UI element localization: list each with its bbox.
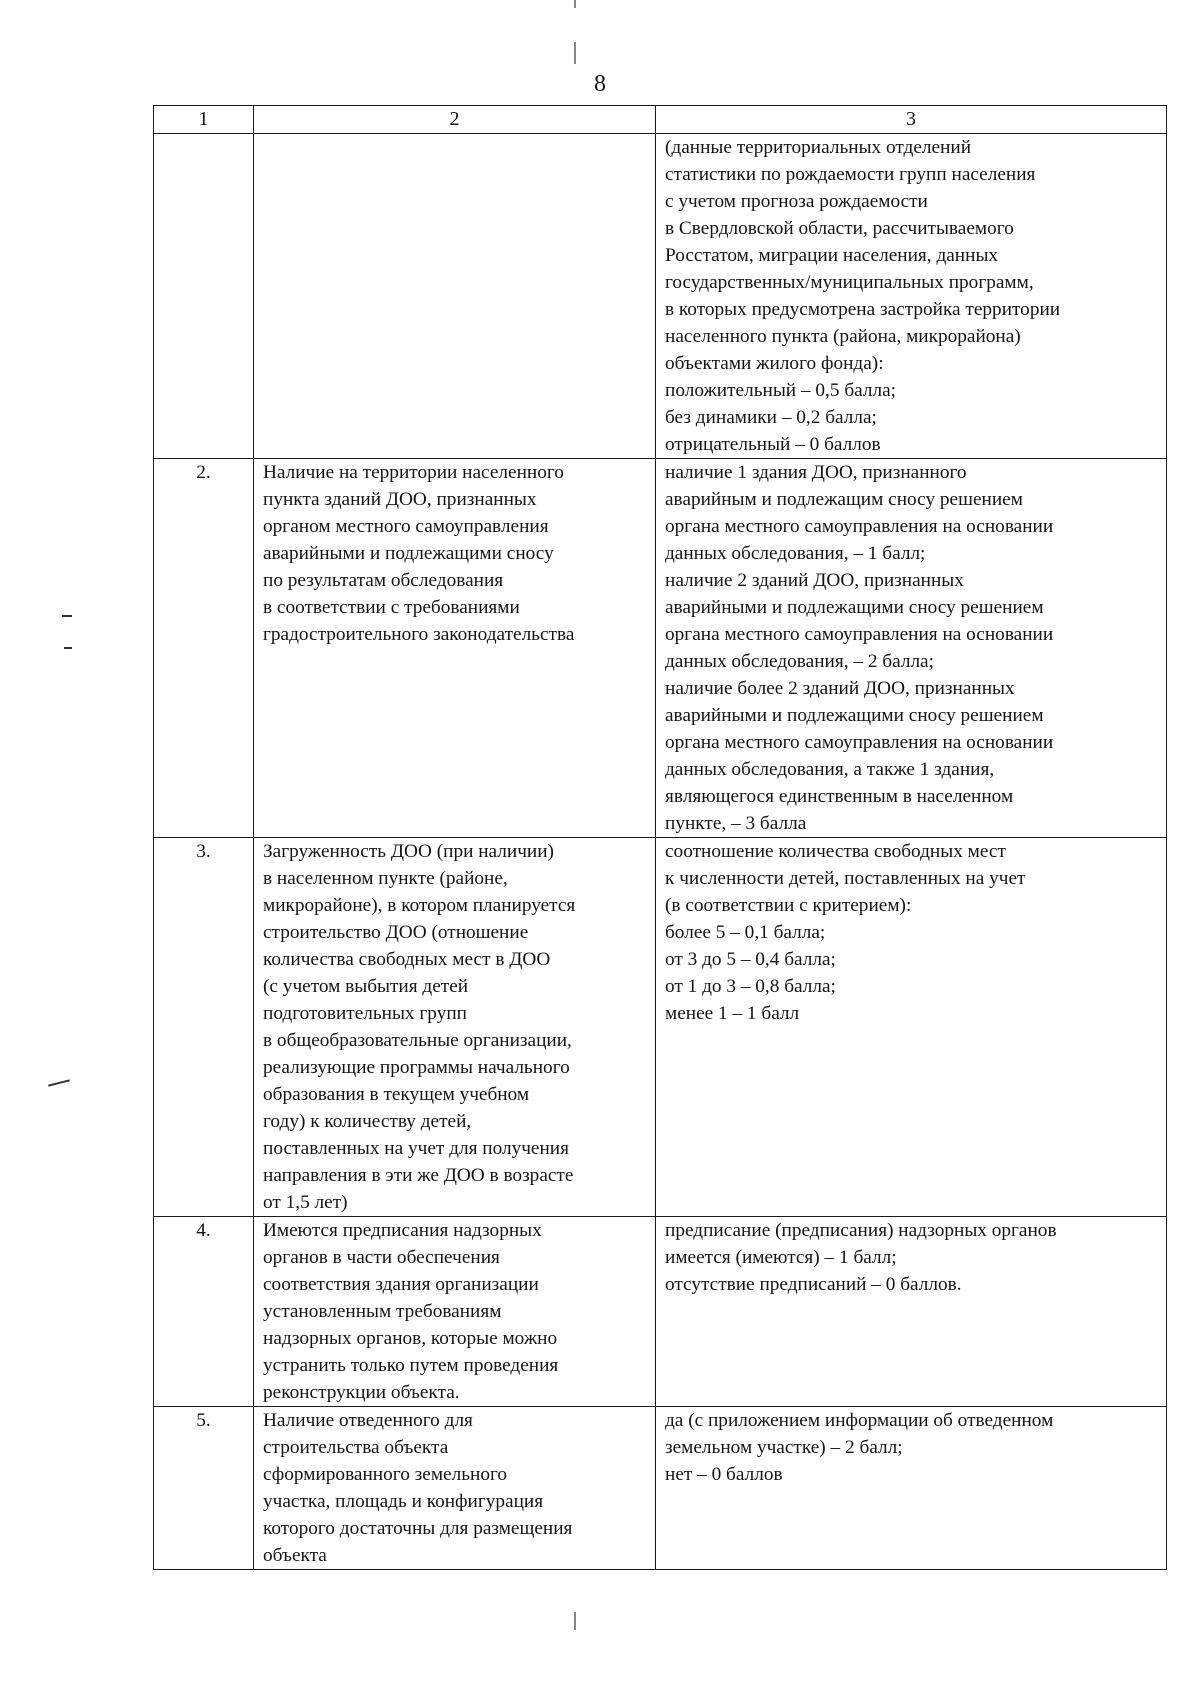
scoring-line: органа местного самоуправления на основании [665, 732, 1054, 753]
page-number: 8 [594, 71, 606, 97]
scoring-line: являющегося единственным в населенном [665, 786, 1014, 807]
criterion-line: сформированного земельного [263, 1464, 508, 1485]
criterion-line: реализующие программы начального [263, 1057, 570, 1078]
scoring-line: данных обследования, – 1 балл; [665, 543, 926, 564]
scoring-cell [656, 459, 1167, 838]
criterion-line: микрорайоне), в котором планируется [263, 895, 576, 916]
criterion-line: поставленных на учет для получения [263, 1138, 569, 1159]
scoring-cell [656, 1217, 1167, 1407]
criterion-line: (с учетом выбытия детей [263, 976, 469, 997]
scoring-line: населенного пункта (района, микрорайона) [665, 326, 1021, 347]
scan-margin-mark [62, 615, 72, 617]
scoring-line: более 5 – 0,1 балла; [665, 922, 826, 943]
row-number: 5. [154, 1407, 254, 1570]
table-row [154, 1217, 1167, 1407]
criterion-line: устранить только путем проведения [263, 1355, 559, 1376]
criterion-line: Имеются предписания надзорных [263, 1220, 542, 1241]
scoring-line: менее 1 – 1 балл [665, 1003, 800, 1024]
criterion-line: пункта зданий ДОО, признанных [263, 489, 537, 510]
table-row [154, 459, 1167, 838]
scoring-line: объектами жилого фонда): [665, 353, 884, 374]
scoring-line: статистики по рождаемости групп населения [665, 164, 1036, 185]
scoring-line: наличие 1 здания ДОО, признанного [665, 462, 967, 483]
scoring-line: отрицательный – 0 баллов [665, 434, 881, 455]
scoring-line: от 1 до 3 – 0,8 балла; [665, 976, 836, 997]
scoring-line: пункте, – 3 балла [665, 813, 807, 834]
table-row [154, 1407, 1167, 1570]
scoring-line: без динамики – 0,2 балла; [665, 407, 877, 428]
criterion-line: в населенном пункте (районе, [263, 868, 508, 889]
scoring-line: аварийными и подлежащими сносу решением [665, 705, 1044, 726]
scoring-line: в которых предусмотрена застройка территории [665, 299, 1061, 320]
criterion-line: установленным требованиям [263, 1301, 502, 1322]
scoring-line: данных обследования, – 2 балла; [665, 651, 934, 672]
scoring-line: соотношение количества свободных мест [665, 841, 1006, 862]
scan-margin-mark [48, 1079, 70, 1086]
criterion-cell [254, 459, 656, 838]
criterion-line: в соответствии с требованиями [263, 597, 520, 618]
row-number: 3. [154, 838, 254, 1217]
scan-margin-mark [64, 647, 72, 649]
table-row [154, 838, 1167, 1217]
criterion-line: реконструкции объекта. [263, 1382, 460, 1403]
criterion-line: строительство ДОО (отношение [263, 922, 529, 943]
scoring-line: имеется (имеются) – 1 балл; [665, 1247, 897, 1268]
scoring-line: государственных/муниципальных программ, [665, 272, 1034, 293]
scoring-line: наличие более 2 зданий ДОО, признанных [665, 678, 1015, 699]
column-header-scoring: 3 [656, 106, 1167, 134]
criterion-line: соответствия здания организации [263, 1274, 539, 1295]
criterion-line: объекта [263, 1545, 327, 1566]
row-number: 2. [154, 459, 254, 838]
scoring-cell [656, 838, 1167, 1217]
scan-dash-mark [574, 42, 576, 64]
scoring-line: (в соответствии с критерием): [665, 895, 912, 916]
criterion-line: направления в эти же ДОО в возрасте [263, 1165, 574, 1186]
criterion-line: органом местного самоуправления [263, 516, 549, 537]
criterion-line: участка, площадь и конфигурация [263, 1491, 544, 1512]
criteria-table [153, 105, 1167, 1570]
scoring-line: в Свердловской области, рассчитываемого [665, 218, 1014, 239]
criterion-line: от 1,5 лет) [263, 1192, 348, 1213]
criterion-line: органов в части обеспечения [263, 1247, 500, 1268]
scan-dash-mark [574, 1612, 576, 1630]
scoring-line: предписание (предписания) надзорных органов [665, 1220, 1057, 1241]
criterion-cell [254, 134, 656, 459]
row-number: 4. [154, 1217, 254, 1407]
column-header-criterion: 2 [254, 106, 656, 134]
criterion-line: Загруженность ДОО (при наличии) [263, 841, 554, 862]
criterion-line: подготовительных групп [263, 1003, 467, 1024]
scoring-line: с учетом прогноза рождаемости [665, 191, 928, 212]
scoring-line: данных обследования, а также 1 здания, [665, 759, 995, 780]
criterion-line: надзорных органов, которые можно [263, 1328, 558, 1349]
scoring-line: земельном участке) – 2 балл; [665, 1437, 903, 1458]
criterion-line: в общеобразовательные организации, [263, 1030, 572, 1051]
criterion-line: году) к количеству детей, [263, 1111, 472, 1132]
criterion-cell [254, 838, 656, 1217]
scoring-line: от 3 до 5 – 0,4 балла; [665, 949, 836, 970]
scoring-line: органа местного самоуправления на основании [665, 624, 1054, 645]
criterion-line: которого достаточны для размещения [263, 1518, 573, 1539]
criterion-cell [254, 1217, 656, 1407]
scoring-line: положительный – 0,5 балла; [665, 380, 897, 401]
scoring-line: Росстатом, миграции населения, данных [665, 245, 999, 266]
scoring-line: к численности детей, поставленных на учет [665, 868, 1026, 889]
scoring-line: (данные территориальных отделений [665, 137, 972, 158]
criterion-line: аварийными и подлежащими сносу [263, 543, 554, 564]
table-row [154, 134, 1167, 459]
row-number [154, 134, 254, 459]
column-header-number: 1 [154, 106, 254, 134]
criterion-line: образования в текущем учебном [263, 1084, 530, 1105]
criterion-line: строительства объекта [263, 1437, 449, 1458]
scoring-line: нет – 0 баллов [665, 1464, 783, 1485]
criterion-line: Наличие на территории населенного [263, 462, 564, 483]
scoring-cell [656, 134, 1167, 459]
criterion-line: по результатам обследования [263, 570, 504, 591]
table-header-row [154, 106, 1167, 134]
criterion-line: градостроительного законодательства [263, 624, 575, 645]
scoring-line: отсутствие предписаний – 0 баллов. [665, 1274, 962, 1295]
scoring-line: да (с приложением информации об отведенном [665, 1410, 1054, 1431]
scoring-line: органа местного самоуправления на основании [665, 516, 1054, 537]
criterion-cell [254, 1407, 656, 1570]
criterion-line: Наличие отведенного для [263, 1410, 473, 1431]
scoring-line: аварийным и подлежащим сносу решением [665, 489, 1023, 510]
scan-dash-mark [574, 0, 576, 8]
scoring-cell [656, 1407, 1167, 1570]
criterion-line: количества свободных мест в ДОО [263, 949, 551, 970]
scoring-line: аварийными и подлежащими сносу решением [665, 597, 1044, 618]
scoring-line: наличие 2 зданий ДОО, признанных [665, 570, 964, 591]
